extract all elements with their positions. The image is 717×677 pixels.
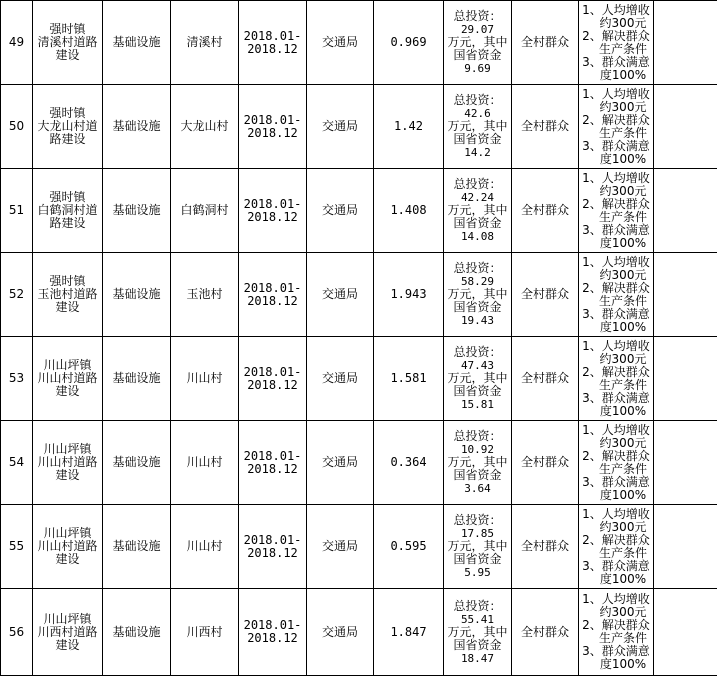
village-cell: 川西村	[171, 589, 239, 676]
table-row	[1, 337, 717, 421]
empty-cell	[654, 253, 717, 337]
project-name-line: 川山村道路	[37, 539, 98, 553]
row-number: 55	[1, 505, 33, 589]
empty-cell	[654, 169, 717, 253]
benefit-line: 约300元	[599, 351, 647, 366]
benefit-line: 1、人均增收	[582, 592, 650, 606]
project-name-cell	[33, 85, 103, 169]
benefit-line: 3、群众满意	[582, 138, 650, 153]
investment-line: 国省资金	[453, 468, 502, 482]
category-cell: 基础设施	[103, 1, 171, 85]
investment-line: 18.47	[460, 651, 495, 665]
period-line: 2018.01-	[243, 532, 302, 547]
project-name-line: 建设	[55, 468, 80, 482]
benefit-line: 1、人均增收	[582, 86, 650, 101]
period-cell	[239, 421, 307, 505]
benefit-line: 3、群众满意	[582, 390, 650, 405]
benefit-line: 1、人均增收	[582, 506, 650, 521]
empty-cell	[654, 421, 717, 505]
amount-cell: 0.364	[374, 421, 444, 505]
row-number: 56	[1, 589, 33, 676]
period-line: 2018.01-	[243, 280, 302, 295]
benefit-line: 生产条件	[598, 545, 647, 560]
department-cell: 交通局	[307, 421, 374, 505]
department-cell: 交通局	[307, 253, 374, 337]
benefit-line: 1、人均增收	[582, 170, 650, 185]
benefit-line: 2、解决群众	[582, 618, 650, 632]
investment-line: 总投资：	[453, 261, 502, 275]
investment-line: 3.64	[464, 482, 491, 495]
benefit-line: 约300元	[599, 519, 647, 534]
period-cell	[239, 169, 307, 253]
benefit-line: 生产条件	[598, 41, 647, 56]
empty-cell	[654, 1, 717, 85]
village-cell: 川山村	[171, 421, 239, 505]
project-name-cell	[33, 337, 103, 421]
investment-line: 总投资：	[453, 9, 502, 23]
benefit-cell	[579, 589, 654, 676]
project-name-line: 大龙山村道	[37, 119, 98, 133]
period-line: 2018.12	[247, 209, 298, 224]
investment-line: 15.81	[460, 398, 495, 411]
amount-cell: 0.595	[374, 505, 444, 589]
benefit-cell	[579, 253, 654, 337]
project-name-line: 建设	[55, 637, 80, 652]
investment-line: 万元，其中	[447, 539, 508, 553]
category-cell: 基础设施	[103, 85, 171, 169]
benefit-line: 生产条件	[598, 293, 647, 308]
benefit-line: 2、解决群众	[582, 448, 650, 463]
beneficiary-cell: 全村群众	[512, 1, 579, 85]
table-row	[1, 1, 717, 85]
benefit-line: 2、解决群众	[582, 196, 650, 211]
department-cell: 交通局	[307, 1, 374, 85]
investment-line: 国省资金	[453, 300, 502, 314]
benefit-line: 度100%	[599, 319, 647, 334]
project-name-line: 白鹤洞村道	[37, 203, 98, 217]
project-name-cell	[33, 421, 103, 505]
investment-line: 29.07	[460, 23, 495, 36]
period-line: 2018.01-	[243, 28, 302, 43]
table-row	[1, 589, 717, 676]
investment-line: 万元，其中	[447, 203, 508, 217]
benefit-line: 3、群众满意	[582, 222, 650, 237]
village-cell: 白鹤洞村	[171, 169, 239, 253]
period-line: 2018.01-	[243, 112, 302, 127]
row-number: 53	[1, 337, 33, 421]
benefit-line: 生产条件	[598, 631, 647, 645]
department-cell: 交通局	[307, 505, 374, 589]
benefit-line: 度100%	[599, 403, 647, 418]
beneficiary-cell: 全村群众	[512, 589, 579, 676]
investment-line: 14.2	[464, 146, 491, 159]
benefit-cell	[579, 1, 654, 85]
benefit-line: 3、群众满意	[582, 474, 650, 489]
project-name-line: 强时镇	[49, 22, 86, 36]
period-cell	[239, 589, 307, 676]
benefit-line: 2、解决群众	[582, 112, 650, 127]
project-name-cell	[33, 169, 103, 253]
investment-line: 10.92	[460, 443, 495, 456]
empty-cell	[654, 505, 717, 589]
investment-cell	[444, 169, 512, 253]
investment-line: 万元，其中	[447, 119, 508, 133]
project-name-line: 川山坪镇	[43, 611, 92, 626]
benefit-line: 生产条件	[598, 125, 647, 140]
benefit-line: 3、群众满意	[582, 644, 650, 658]
table-row	[1, 85, 717, 169]
benefit-line: 3、群众满意	[582, 54, 650, 69]
department-cell: 交通局	[307, 589, 374, 676]
project-name-line: 川西村道路	[37, 624, 98, 639]
investment-line: 总投资：	[453, 598, 502, 613]
benefit-cell	[579, 85, 654, 169]
investment-cell	[444, 1, 512, 85]
category-cell: 基础设施	[103, 505, 171, 589]
period-line: 2018.12	[247, 293, 298, 308]
project-name-line: 川山坪镇	[43, 526, 92, 540]
investment-line: 国省资金	[453, 384, 502, 398]
investment-line: 总投资：	[453, 345, 502, 359]
benefit-cell	[579, 505, 654, 589]
amount-cell: 1.581	[374, 337, 444, 421]
row-number: 51	[1, 169, 33, 253]
investment-line: 总投资：	[453, 513, 502, 527]
benefit-line: 2、解决群众	[582, 532, 650, 547]
benefit-line: 约300元	[599, 605, 647, 619]
table-row	[1, 505, 717, 589]
table-body	[1, 1, 717, 676]
village-cell: 清溪村	[171, 1, 239, 85]
category-cell: 基础设施	[103, 169, 171, 253]
benefit-line: 生产条件	[598, 209, 647, 224]
period-line: 2018.12	[247, 377, 298, 392]
benefit-line: 约300元	[599, 15, 647, 30]
investment-cell	[444, 85, 512, 169]
investment-line: 国省资金	[453, 637, 502, 652]
benefit-line: 1、人均增收	[582, 2, 650, 17]
investment-line: 总投资：	[453, 429, 502, 443]
investment-line: 47.43	[460, 359, 495, 372]
investment-line: 万元，其中	[447, 455, 508, 469]
project-name-cell	[33, 1, 103, 85]
table-row	[1, 253, 717, 337]
project-name-line: 建设	[55, 300, 80, 314]
project-name-line: 路建设	[49, 132, 86, 146]
investment-line: 9.69	[464, 62, 491, 75]
empty-cell	[654, 85, 717, 169]
project-name-line: 强时镇	[49, 190, 86, 204]
project-name-line: 川山村道路	[37, 371, 98, 385]
project-name-line: 强时镇	[49, 106, 86, 120]
amount-cell: 0.969	[374, 1, 444, 85]
village-cell: 川山村	[171, 337, 239, 421]
period-cell	[239, 337, 307, 421]
investment-line: 5.95	[464, 566, 491, 579]
investment-line: 万元，其中	[447, 371, 508, 385]
investment-line: 国省资金	[453, 132, 502, 146]
row-number: 54	[1, 421, 33, 505]
amount-cell: 1.408	[374, 169, 444, 253]
benefit-line: 生产条件	[598, 377, 647, 392]
department-cell: 交通局	[307, 337, 374, 421]
benefit-line: 2、解决群众	[582, 28, 650, 43]
table-row	[1, 421, 717, 505]
benefit-line: 度100%	[599, 657, 647, 671]
project-name-line: 清溪村道路	[37, 35, 98, 49]
benefit-line: 度100%	[599, 151, 647, 166]
investment-line: 42.24	[460, 191, 495, 204]
period-cell	[239, 85, 307, 169]
period-line: 2018.01-	[243, 364, 302, 379]
village-cell: 玉池村	[171, 253, 239, 337]
benefit-line: 约300元	[599, 267, 647, 282]
project-name-line: 川山坪镇	[43, 358, 92, 372]
empty-cell	[654, 337, 717, 421]
project-name-cell	[33, 253, 103, 337]
period-line: 2018.01-	[243, 196, 302, 211]
benefit-line: 度100%	[599, 235, 647, 250]
beneficiary-cell: 全村群众	[512, 169, 579, 253]
benefit-line: 1、人均增收	[582, 422, 650, 437]
amount-cell: 1.847	[374, 589, 444, 676]
benefit-line: 2、解决群众	[582, 364, 650, 379]
benefit-line: 3、群众满意	[582, 558, 650, 573]
investment-line: 国省资金	[453, 48, 502, 62]
period-line: 2018.12	[247, 125, 298, 140]
investment-line: 总投资：	[453, 93, 502, 107]
investment-line: 19.43	[460, 314, 495, 327]
village-cell: 大龙山村	[171, 85, 239, 169]
project-name-line: 川山坪镇	[43, 442, 92, 456]
amount-cell: 1.943	[374, 253, 444, 337]
investment-line: 万元，其中	[447, 287, 508, 301]
beneficiary-cell: 全村群众	[512, 421, 579, 505]
beneficiary-cell: 全村群众	[512, 337, 579, 421]
table-row	[1, 169, 717, 253]
period-cell	[239, 253, 307, 337]
period-cell	[239, 505, 307, 589]
period-line: 2018.12	[247, 631, 298, 645]
department-cell: 交通局	[307, 169, 374, 253]
investment-line: 国省资金	[453, 552, 502, 566]
benefit-line: 约300元	[599, 183, 647, 198]
benefit-line: 约300元	[599, 435, 647, 450]
benefit-line: 3、群众满意	[582, 306, 650, 321]
investment-line: 17.85	[460, 527, 495, 540]
benefit-line: 生产条件	[598, 461, 647, 476]
project-name-line: 建设	[55, 48, 80, 62]
investment-cell	[444, 505, 512, 589]
period-line: 2018.12	[247, 545, 298, 560]
project-name-line: 建设	[55, 552, 80, 566]
project-name-line: 路建设	[49, 216, 86, 230]
investment-line: 58.29	[460, 275, 495, 288]
department-cell: 交通局	[307, 85, 374, 169]
period-line: 2018.01-	[243, 448, 302, 463]
project-name-cell	[33, 505, 103, 589]
period-line: 2018.12	[247, 461, 298, 476]
investment-line: 42.6	[464, 107, 491, 120]
project-name-line: 川山村道路	[37, 455, 98, 469]
period-cell	[239, 1, 307, 85]
investment-line: 国省资金	[453, 216, 502, 230]
project-name-line: 强时镇	[49, 274, 86, 288]
investment-line: 总投资：	[453, 177, 502, 191]
category-cell: 基础设施	[103, 589, 171, 676]
project-name-line: 玉池村道路	[37, 287, 98, 301]
benefit-line: 度100%	[599, 487, 647, 502]
benefit-line: 1、人均增收	[582, 254, 650, 269]
beneficiary-cell: 全村群众	[512, 505, 579, 589]
benefit-cell	[579, 169, 654, 253]
category-cell: 基础设施	[103, 337, 171, 421]
benefit-line: 度100%	[599, 571, 647, 586]
investment-line: 万元，其中	[447, 624, 508, 639]
benefit-line: 约300元	[599, 99, 647, 114]
amount-cell: 1.42	[374, 85, 444, 169]
category-cell: 基础设施	[103, 253, 171, 337]
investment-cell	[444, 253, 512, 337]
project-name-line: 建设	[55, 384, 80, 398]
benefit-line: 2、解决群众	[582, 280, 650, 295]
investment-cell	[444, 337, 512, 421]
village-cell: 川山村	[171, 505, 239, 589]
category-cell: 基础设施	[103, 421, 171, 505]
investment-line: 万元，其中	[447, 35, 508, 49]
benefit-line: 度100%	[599, 67, 647, 82]
beneficiary-cell: 全村群众	[512, 253, 579, 337]
period-line: 2018.12	[247, 41, 298, 56]
row-number: 50	[1, 85, 33, 169]
period-line: 2018.01-	[243, 618, 302, 632]
beneficiary-cell: 全村群众	[512, 85, 579, 169]
row-number: 52	[1, 253, 33, 337]
benefit-cell	[579, 421, 654, 505]
investment-line: 55.41	[460, 612, 495, 626]
investment-cell	[444, 421, 512, 505]
row-number: 49	[1, 1, 33, 85]
project-name-cell	[33, 589, 103, 676]
empty-cell	[654, 589, 717, 676]
benefit-line: 1、人均增收	[582, 338, 650, 353]
investment-cell	[444, 589, 512, 676]
investment-line: 14.08	[460, 230, 495, 243]
benefit-cell	[579, 337, 654, 421]
